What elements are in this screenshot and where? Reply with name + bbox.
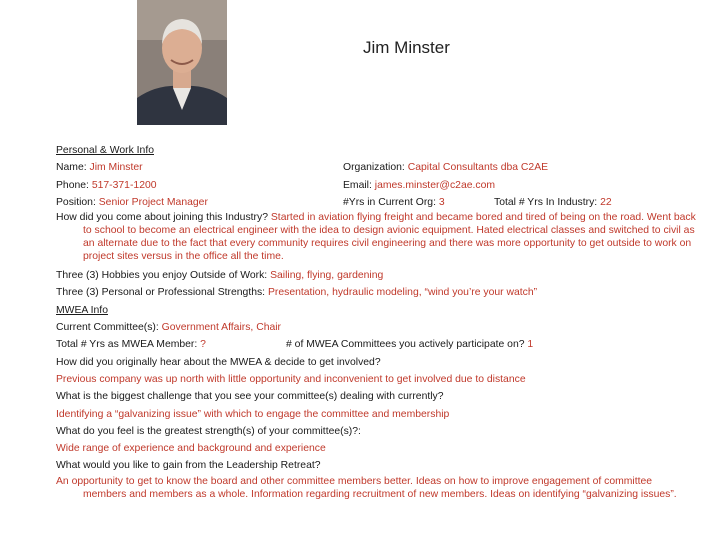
position-label: Position: [56, 196, 96, 208]
row-phone-email [56, 177, 696, 194]
org-value: Capital Consultants dba C2AE [407, 162, 549, 174]
yrs-org-value: 3 [438, 196, 445, 208]
profile-body [56, 142, 696, 505]
strengths-answer: Presentation, hydraulic modeling, “wind you’re your watch” [267, 287, 538, 299]
email-label: Email: [343, 179, 372, 191]
gain-answer: An opportunity to get to know the board and other committee members better. Ideas on how to improve engagement of committee members and members as a whole. Information regarding recruitment of new members. Ideas on identifying “galvanizing issues”. [56, 475, 677, 500]
yrs-industry-field [494, 194, 612, 211]
name-label: Name: [56, 162, 87, 174]
name-value: Jim Minster [89, 162, 143, 174]
joining-answer: Started in aviation flying freight and became bored and tired of being on the road. Went back to school to become an electrical engineer with the idea to design avionic equipment. Hated electrical classes and switched to civil as an alternate due to the fact that every community requires civil engineering and there was more opportunity to get outside to work on project sites versus in the office all the time. [83, 212, 696, 263]
yrs-industry-value: 22 [600, 196, 612, 208]
yrs-org-label: #Yrs in Current Org: [343, 196, 436, 208]
strengths-question: Three (3) Personal or Professional Strengths: [56, 287, 266, 299]
page-title: Jim Minster [363, 38, 450, 57]
challenge-question: What is the biggest challenge that you see your committee(s) dealing with currently? [56, 391, 444, 403]
row-member-years [56, 336, 696, 353]
email-field [343, 177, 495, 194]
yrs-member-label: Total # Yrs as MWEA Member: [56, 339, 198, 351]
row-position [56, 194, 696, 211]
row-committee [56, 319, 696, 336]
gain-question: What would you like to gain from the Leadership Retreat? [56, 460, 321, 472]
row-strengths [56, 284, 696, 301]
row-name-org [56, 159, 696, 176]
email-value: james.minster@c2ae.com [374, 179, 496, 191]
strength-answer: Wide range of experience and background and experience [56, 443, 326, 455]
org-label: Organization: [343, 162, 405, 174]
phone-label: Phone: [56, 179, 89, 191]
hear-question: How did you originally hear about the MWEA & decide to get involved? [56, 356, 381, 368]
section-title-mwea: MWEA Info [56, 304, 108, 316]
joining-paragraph [56, 211, 696, 263]
section-title-personal: Personal & Work Info [56, 145, 154, 156]
hobbies-question: Three (3) Hobbies you enjoy Outside of Work: [56, 270, 268, 282]
row-hobbies [56, 267, 696, 284]
num-committees-field [286, 336, 533, 353]
joining-question: How did you come about joining this Industry? [56, 212, 268, 224]
hear-answer: Previous company was up north with little opportunity and inconvenient to get involved due to distance [56, 373, 526, 385]
position-value: Senior Project Manager [98, 196, 208, 208]
yrs-industry-label: Total # Yrs In Industry: [494, 196, 598, 208]
phone-value: 517-371-1200 [91, 179, 157, 191]
challenge-answer: Identifying a “galvanizing issue” with which to engage the committee and membership [56, 408, 450, 420]
yrs-member-value: ? [200, 339, 206, 351]
profile-photo [137, 0, 227, 125]
yrs-org-field [343, 194, 445, 211]
num-committees-value: 1 [527, 339, 534, 351]
org-field [343, 159, 548, 176]
strength-question: What do you feel is the greatest strength(s) of your committee(s)?: [56, 425, 361, 437]
hobbies-answer: Sailing, flying, gardening [270, 270, 384, 282]
committee-label: Current Committee(s): [56, 322, 159, 334]
committee-value: Government Affairs, Chair [161, 322, 282, 334]
num-committees-label: # of MWEA Committees you actively participate on? [286, 339, 525, 351]
